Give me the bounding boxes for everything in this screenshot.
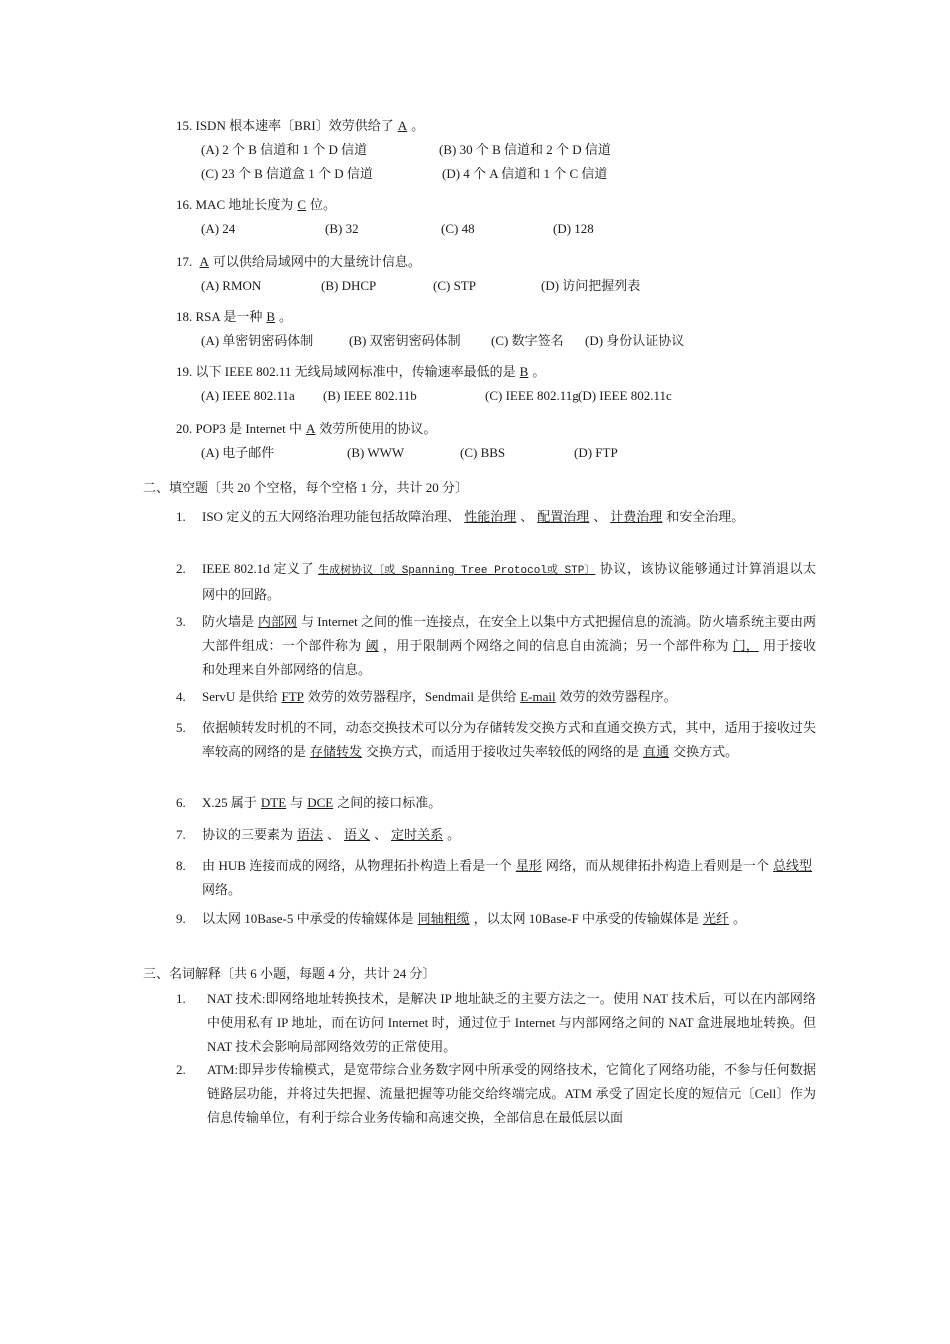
option-a: (A) 2 个 B 信道和 1 个 D 信道: [201, 142, 368, 157]
question-number: 18.: [176, 309, 193, 324]
fill-item-5: 5. 依据帧转发时机的不同，动态交换技术可以分为存储转发交换方式和直通交换方式，其中，适用于接收过失率较高的网络的是 存储转发 交换方式，而适用于接收过失率较低的网络的是 直通 交换方式。: [176, 716, 816, 764]
item-number: 4.: [176, 689, 186, 704]
option-b: (B) 双密钥密码体制: [349, 333, 461, 348]
answer-blank: 直通: [643, 744, 670, 759]
option-d: (D) IEEE 802.11c: [578, 388, 672, 403]
question-number: 20.: [176, 421, 193, 436]
fill-item-8: 8. 由 HUB 连接而成的网络，从物理拓扑构造上看是一个 星形 网络，而从规律拓扑构造上看则是一个 总线型网络。: [176, 854, 816, 902]
item-number: 1.: [176, 991, 186, 1006]
answer-blank: A: [306, 421, 316, 436]
answer-blank: FTP: [281, 689, 304, 704]
item-number: 7.: [176, 827, 186, 842]
option-b: (B) 32: [325, 221, 359, 236]
answer-blank: A: [397, 118, 408, 133]
item-number: 2.: [176, 561, 186, 576]
answer-blank: A: [199, 254, 209, 269]
item-number: 5.: [176, 720, 186, 735]
option-b: (B) 30 个 B 信道和 2 个 D 信道: [439, 142, 611, 157]
option-c: (C) 数字签名: [491, 333, 564, 348]
fill-item-7: 7. 协议的三要素为 语法 、 语义 、 定时关系 。: [176, 823, 816, 847]
fill-item-6: 6. X.25 属于 DTE 与 DCE 之间的接口标准。: [176, 791, 816, 815]
item-number: 8.: [176, 858, 186, 873]
item-number: 9.: [176, 911, 186, 926]
answer-blank: 性能治理: [464, 509, 517, 524]
answer-blank: 定时关系: [391, 827, 444, 842]
section-2-title: 二、填空题〔共 20 个空格，每个空格 1 分，共计 20 分〕: [143, 480, 469, 495]
section-3-title: 三、名词解释〔共 6 小题，每题 4 分，共计 24 分〕: [143, 966, 436, 981]
definition-text: NAT 技术:即网络地址转换技术，是解决 IP 地址缺乏的主要方法之一。使用 NAT 技术后，可以在内部网络中使用私有 IP 地址，而在访问 Internet 时，通过位于 Internet 与内部网络之间的 NAT 盒进展地址转换。但 NAT 技术会影响局部网络效劳的正常使用。: [207, 991, 816, 1054]
option-b: (B) WWW: [347, 445, 405, 460]
answer-blank: 配置治理: [537, 509, 590, 524]
answer-blank: C: [297, 197, 307, 212]
definition-text: ATM:即异步传输模式，是宽带综合业务数字网中所承受的网络技术，它简化了网络功能，不参与任何数据链路层功能，并将过失把握、流量把握等功能交给终端完成。ATM 承受了固定长度的短信元〔Cell〕作为信息传输单位，有利于综合业务传输和高速交换，全部信息在最低层以面: [207, 1062, 816, 1125]
item-number: 2.: [176, 1062, 186, 1077]
item-number: 3.: [176, 614, 186, 629]
answer-blank: 语法: [297, 827, 324, 842]
option-d: (D) 4 个 A 信道和 1 个 C 信道: [442, 166, 608, 181]
answer-blank: 阈: [365, 638, 379, 653]
option-a: (A) 24: [201, 221, 236, 236]
question-number: 17.: [176, 254, 193, 269]
fill-item-3: 3. 防火墙是 内部网 与 Internet 之间的惟一连接点，在安全上以集中方式把握信息的流淌。防火墙系统主要由两大部件组成：一个部件称为 阈 ，用于限制两个网络之间的信息自由流淌；另一个部件称为 门， 用于接收和处理来自外部网络的信息。: [176, 610, 816, 682]
option-d: (D) 128: [553, 221, 594, 236]
answer-blank: 存储转发: [310, 744, 363, 759]
answer-blank: 总线型: [772, 858, 812, 873]
option-d: (D) 访问把握列表: [541, 278, 641, 293]
question-number: 16.: [176, 197, 193, 212]
answer-blank: DTE: [260, 795, 287, 810]
answer-blank: 内部网: [258, 614, 298, 629]
item-number: 6.: [176, 795, 186, 810]
definition-item-1: [176, 987, 816, 1059]
answer-blank: 同轴粗缆: [417, 911, 470, 926]
fill-item-1: 1. ISO 定义的五大网络治理功能包括故障治理、 性能治理 、 配置治理 、 计费治理 和安全治理。: [176, 505, 816, 529]
answer-blank: 计费治理: [610, 509, 663, 524]
option-c: (C) IEEE 802.11g: [485, 388, 579, 403]
question-18: 18. RSA 是一种 B 。 (A) 单密钥密码体制 (B) 双密钥密码体制 (C) 数字签名 (D) 身份认证协议: [176, 305, 816, 353]
answer-blank: 语义: [344, 827, 371, 842]
fill-item-4: 4. ServU 是供给 FTP 效劳的效劳器程序，Sendmail 是供给 E-mail 效劳的效劳器程序。: [176, 685, 816, 709]
question-17: 17. A 可以供给局域网中的大量统计信息。 (A) RMON (B) DHCP (C) STP (D) 访问把握列表: [176, 250, 816, 298]
option-c: (C) 48: [441, 221, 475, 236]
option-a: (A) 电子邮件: [201, 445, 275, 460]
question-number: 15.: [176, 118, 193, 133]
question-15: 15. ISDN 根本速率〔BRI〕效劳供给了 A 。 (A) 2 个 B 信道和 1 个 D 信道 (B) 30 个 B 信道和 2 个 D 信道 (C) 23 个 B 信道盒 1 个 D 信道 (D) 4 个 A 信道和 1 个 C 信道: [176, 114, 816, 186]
item-number: 1.: [176, 509, 186, 524]
answer-blank: DCE: [307, 795, 334, 810]
question-number: 19.: [176, 364, 193, 379]
definition-item-2: [176, 1058, 816, 1130]
question-19: 19. 以下 IEEE 802.11 无线局域网标准中，传输速率最低的是 B 。 (A) IEEE 802.11a (B) IEEE 802.11b (C) IEEE 802.11g (D) IEEE 802.11c: [176, 360, 816, 408]
option-d: (D) 身份认证协议: [585, 333, 685, 348]
option-c: (C) 23 个 B 信道盒 1 个 D 信道: [201, 166, 373, 181]
question-16: 16. MAC 地址长度为 C 位。 (A) 24 (B) 32 (C) 48 (D) 128: [176, 193, 816, 241]
option-a: (A) IEEE 802.11a: [201, 388, 295, 403]
fill-item-9: 9. 以太网 10Base-5 中承受的传输媒体是 同轴粗缆 ，以太网 10Base-F 中承受的传输媒体是 光纤 。: [176, 907, 816, 931]
option-c: (C) BBS: [460, 445, 506, 460]
answer-blank: 光纤: [702, 911, 729, 926]
option-a: (A) RMON: [201, 278, 262, 293]
fill-item-2: 2. IEEE 802.1d 定义了 生成树协议〔或 Spanning Tree Protocol或 STP〕 协议，该协议能够通过计算消退以太网中的回路。: [176, 557, 816, 607]
answer-blank: E-mail: [520, 689, 556, 704]
answer-blank: 星形: [515, 858, 542, 873]
option-b: (B) DHCP: [321, 278, 377, 293]
option-d: (D) FTP: [574, 445, 618, 460]
answer-blank: B: [519, 364, 529, 379]
option-c: (C) STP: [433, 278, 476, 293]
answer-blank: B: [266, 309, 275, 324]
option-a: (A) 单密钥密码体制: [201, 333, 314, 348]
option-b: (B) IEEE 802.11b: [323, 388, 417, 403]
answer-blank: 门，: [732, 638, 759, 653]
answer-blank: 生成树协议〔或 Spanning Tree Protocol或 STP〕: [318, 565, 596, 577]
question-20: 20. POP3 是 Internet 中 A 效劳所使用的协议。 (A) 电子邮件 (B) WWW (C) BBS (D) FTP: [176, 417, 816, 465]
